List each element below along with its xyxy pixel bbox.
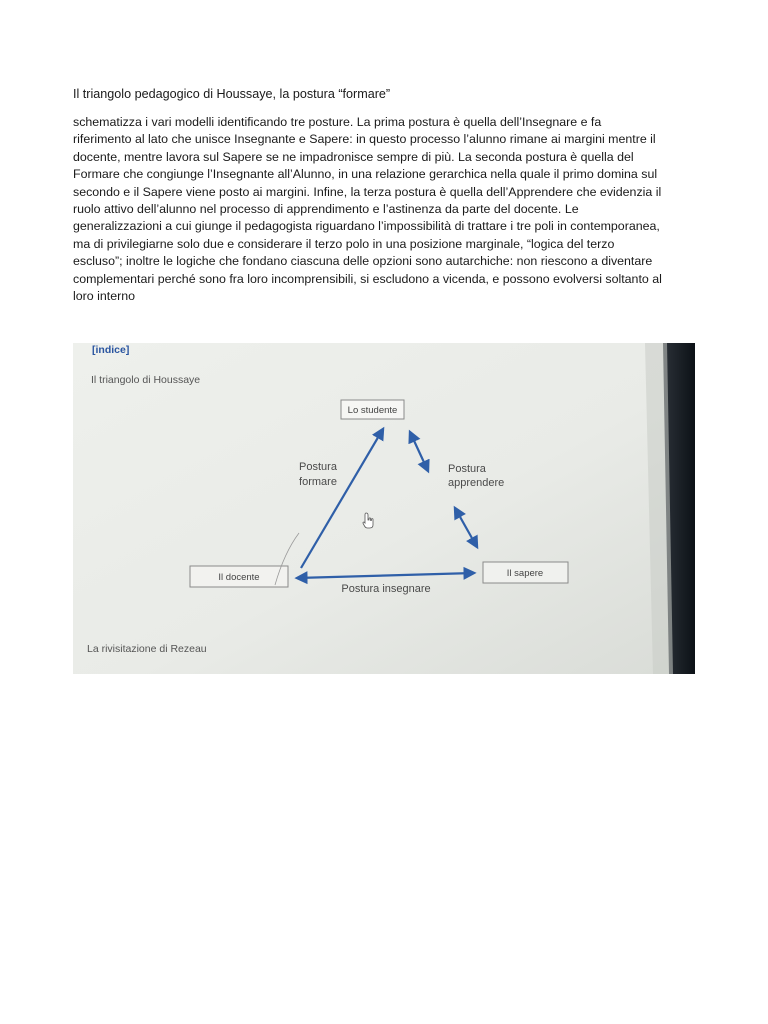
body-line: ma di privilegiarne solo due e considerare il terzo polo in una posizione marginale, “logica del terzo xyxy=(73,236,615,251)
body-line: complementari perché sono fra loro incomprensibili, si escludono a vicenda, e possono evolversi soltanto al xyxy=(73,271,662,286)
node-student-label: Lo studente xyxy=(347,405,398,416)
label-postura-insegnare: Postura insegnare xyxy=(341,583,431,595)
screen-photo xyxy=(73,343,695,674)
diagram-heading: Il triangolo di Houssaye xyxy=(91,374,201,386)
body-line: generalizzazioni a cui giunge il pedagogista riguardano l’impossibilità di trattare i tre poli in contemporanea, xyxy=(73,219,660,234)
body-line: ruolo attivo dell’alunno nel processo di apprendimento e l’astinenza da parte del docente. Le xyxy=(73,202,579,217)
node-knowledge-label: Il sapere xyxy=(506,568,544,579)
label-postura-apprendere-line2: apprendere xyxy=(448,477,505,489)
body-line: loro interno xyxy=(73,289,135,304)
document-body xyxy=(73,114,698,305)
label-postura-formare-line2: formare xyxy=(299,476,337,488)
diagram-footer: La rivisitazione di Rezeau xyxy=(87,643,207,655)
body-line: schematizza i vari modelli identificando tre posture. La prima postura è quella dell’Insegnare e fa xyxy=(73,115,602,129)
body-line: secondo e il Sapere viene posto ai margini. Infine, la terza postura è quella dell’Apprendere che evidenzia il xyxy=(73,184,662,199)
houssaye-triangle-diagram xyxy=(73,343,695,674)
body-line: escluso”; inoltre le logiche che fondano ciascuna delle opzioni sono autarchiche: non riescono a diventare xyxy=(73,254,653,269)
body-line: docente, mentre lavora sul Sapere se ne impadronisce sempre di più. La seconda postura è quella del xyxy=(73,149,634,164)
body-line: Formare che congiunge l’Insegnante all’Alunno, in una relazione gerarchica nella quale il primo domina sul xyxy=(73,167,658,182)
body-line: riferimento al lato che unisce Insegnante e Sapere: in questo processo l’alunno rimane ai margini mentre il xyxy=(73,132,656,147)
label-postura-apprendere-line1: Postura xyxy=(448,463,486,475)
index-link[interactable]: [indice] xyxy=(92,344,130,356)
node-teacher-label: Il docente xyxy=(218,572,260,583)
screen-background xyxy=(73,343,695,674)
document-title: Il triangolo pedagogico di Houssaye, la postura “formare” xyxy=(73,87,391,101)
label-postura-formare-line1: Postura xyxy=(299,461,337,473)
